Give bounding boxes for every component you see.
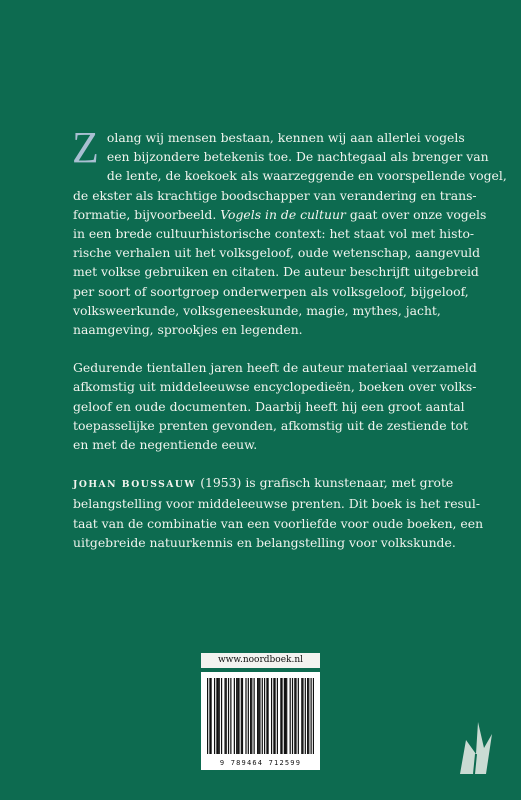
author-name: JOHAN BOUSSAUW	[73, 479, 197, 491]
barcode-bar	[207, 678, 208, 754]
barcode-bar	[257, 678, 258, 754]
isbn-barcode	[201, 672, 320, 770]
text-line: olang wij mensen bestaan, kennen wij aan allerlei vogels	[106, 130, 465, 145]
barcode-bar	[311, 678, 312, 754]
barcode-bar	[226, 678, 227, 754]
barcode-bar	[277, 678, 278, 754]
barcode-bar	[280, 678, 281, 754]
text-line: uitgebreide natuurkennis en belangstelling voor volkskunde.	[73, 534, 456, 550]
barcode-bar	[209, 678, 210, 754]
publisher-url: www.noordboek.nl	[201, 653, 320, 668]
barcode-bar	[308, 678, 309, 754]
barcode-bar	[217, 678, 218, 754]
barcode-bar	[292, 678, 293, 754]
barcode-bar	[219, 678, 220, 754]
text-line: de lente, de koekoek als waarzeggende en voorspellende vogel,	[106, 168, 507, 184]
text-line: belangstelling voor middeleeuwse prenten. Dit boek is het resul-	[73, 496, 481, 512]
barcode-bar	[230, 678, 231, 754]
barcode-bar	[301, 678, 302, 754]
barcode-bar	[295, 678, 296, 754]
barcode-bar	[254, 678, 255, 754]
barcode-bar	[242, 678, 243, 754]
text-line-part: gaat over onze vogels	[349, 206, 487, 222]
barcode-bar	[216, 678, 217, 754]
barcode-bar	[264, 678, 265, 754]
barcode-bars	[207, 678, 314, 756]
barcode-bar	[245, 678, 246, 754]
drop-cap: Z	[72, 123, 99, 172]
text-line: geloof en oude documenten. Daarbij heeft hij een groot aantal	[73, 398, 465, 414]
barcode-bar	[210, 678, 211, 754]
barcode-bar	[259, 678, 260, 754]
paragraph-author	[73, 473, 484, 552]
barcode-bar	[285, 678, 286, 754]
barcode-bar	[251, 678, 252, 754]
text-line: een bijzondere betekenis toe. De nachtegaal als brenger van	[106, 149, 489, 165]
barcode-bar	[236, 678, 237, 754]
barcode-bar	[298, 678, 299, 754]
barcode-bar	[250, 678, 251, 754]
barcode-bar	[305, 678, 306, 754]
text-line-part: (1953) is grafisch kunstenaar, met grote	[200, 475, 454, 491]
barcode-bar	[274, 678, 275, 754]
text-line: in een brede cultuurhistorische context: het staat vol met histo-	[73, 226, 475, 242]
barcode-bar	[313, 678, 314, 754]
barcode-bar	[224, 678, 225, 754]
text-line: volksweerkunde, volksgeneeskunde, magie, mythes, jacht,	[73, 302, 441, 318]
barcode-bar	[241, 678, 242, 754]
paragraph-collection	[73, 358, 477, 454]
barcode-bar	[228, 678, 229, 754]
barcode-bar	[286, 678, 287, 754]
text-line: en met de negentiende eeuw.	[73, 437, 258, 453]
barcode-bar	[294, 678, 295, 754]
text-line	[73, 473, 453, 494]
text-line: taat van de combinatie van een voorliefde voor oude boeken, een	[73, 515, 484, 531]
barcode-bar	[266, 678, 267, 754]
barcode-bar	[214, 678, 215, 754]
text-line: toepasselijke prenten gevonden, afkomstig uit de zestiende tot	[73, 417, 468, 433]
barcode-bar	[284, 678, 285, 754]
text-line: de ekster als krachtige boodschapper van verandering en trans-	[73, 187, 477, 203]
barcode-bar	[262, 678, 263, 754]
paragraph-intro	[72, 123, 507, 339]
barcode-bar	[273, 678, 274, 754]
book-title: Vogels in de cultuur	[220, 206, 346, 222]
text-line: rische verhalen uit het volksgeloof, oude wetenschap, aangevuld	[73, 245, 481, 261]
text-line: Gedurende tientallen jaren heeft de auteur materiaal verzameld	[73, 360, 477, 376]
barcode-bar	[271, 678, 272, 754]
barcode-bar	[248, 678, 249, 754]
text-line: naamgeving, sprookjes en legenden.	[73, 322, 303, 338]
text-line: met volkse gebruiken en citaten. De auteur beschrijft uitgebreid	[73, 264, 479, 280]
text-line: per soort of soortgroep onderwerpen als volksgeloof, bijgeloof,	[73, 283, 469, 299]
barcode-bar	[234, 678, 235, 754]
barcode-block	[201, 653, 320, 770]
barcode-bar	[221, 678, 222, 754]
text-line	[73, 205, 487, 224]
barcode-bar	[267, 678, 268, 754]
barcode-bar	[302, 678, 303, 754]
barcode-bar	[307, 678, 308, 754]
text-line-part: formatie, bijvoorbeeld.	[73, 206, 217, 222]
publisher-logo-icon	[456, 718, 496, 776]
barcode-bar	[258, 678, 259, 754]
barcode-bar	[281, 678, 282, 754]
isbn-number: 9 789464 712599	[219, 759, 302, 767]
barcode-bar	[290, 678, 291, 754]
text-line: afkomstig uit middeleeuwse encyclopedieën, boeken over volks-	[73, 379, 477, 395]
barcode-bar	[237, 678, 238, 754]
blurb	[72, 123, 507, 571]
barcode-bar	[238, 678, 239, 754]
